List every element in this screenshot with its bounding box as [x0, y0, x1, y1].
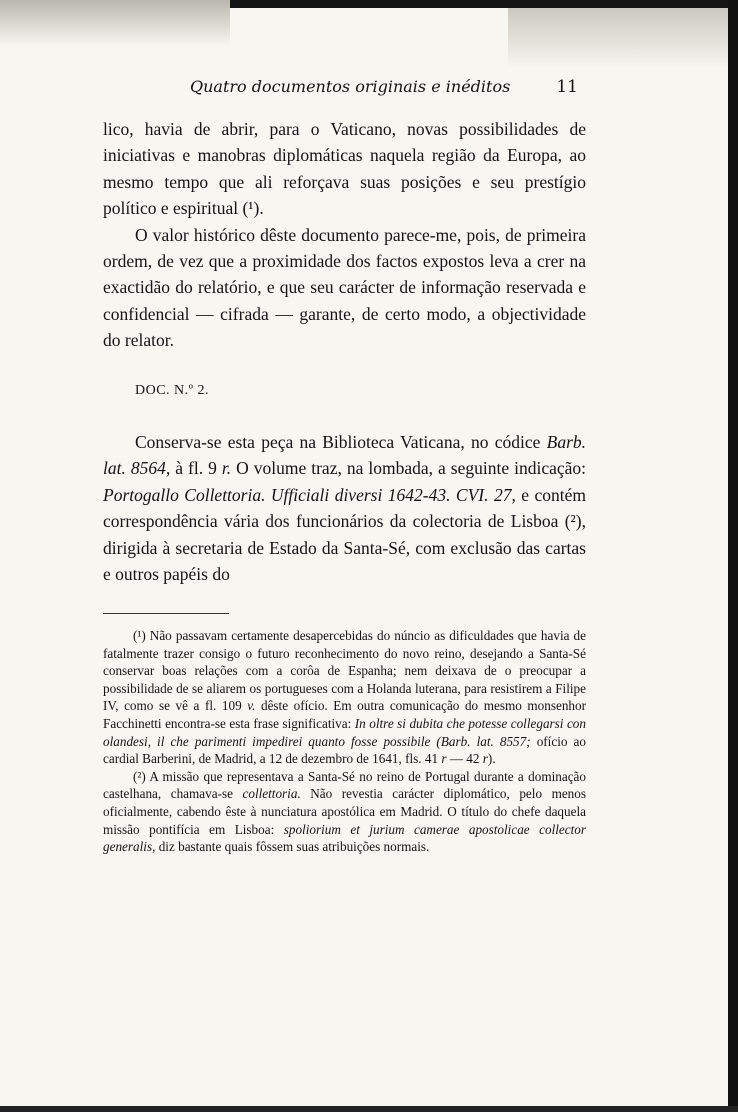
scan-border-bottom — [0, 1106, 738, 1112]
quotation-italic: In oltre si dubita che potesse collegarsi con olandesi, il che parimenti impedirei quanto fosse possibile (Barb. lat. 8557; — [103, 715, 586, 749]
verso-italic: v. — [247, 698, 256, 714]
footnotes — [103, 627, 586, 856]
scan-shadow-top-right — [508, 8, 728, 68]
scan-border-right — [728, 0, 738, 1112]
page-number: 11 — [556, 77, 578, 97]
footnote-2 — [103, 768, 586, 856]
text-run: Não revestia carácter diplomático, pelo menos oficialmente, cabendo êste à nunciatura apostólica em Madrid. O título do chefe daquela missão pontifícia em Lisboa: — [103, 786, 586, 837]
text-run: (¹) Não passavam certamente desapercebidas do núncio as dificuldades que havia de fatalmente trazer consigo o futuro reconhecimento do novo reino, desejando a Santa-Sé conservar boas relações com a corôa de Espanha; nem deixava de o preocupar a possibilidade de se aliarem os portugueses com a Holanda luterana, para resistirem a Filipe IV, como se vê a fl. 109 — [103, 628, 586, 714]
recto-italic: r — [482, 751, 488, 767]
text-run: (²) A missão que representava a Santa-Sé no reino de Portugal durante a dominação castelhana, chamava-se — [103, 768, 586, 802]
recto-italic: r — [441, 751, 447, 767]
spine-title-italic: Portogallo Collettoria. Ufficiali diversi 1642-43. CVI. 27, — [103, 484, 516, 505]
text-run: diz bastante quais fôssem suas atribuições normais. — [155, 839, 430, 855]
text-run: e contém correspondência vária dos funcionários da colectoria de Lisboa (²), dirigida à secretaria de Estado da Santa-Sé, com exclusão das cartas e outros papéis do — [103, 484, 587, 585]
title-italic: spoliorium et jurium camerae apostolicae collector generalis, — [103, 821, 586, 855]
term-italic: collettoria. — [242, 786, 301, 802]
text-run: ). — [487, 751, 496, 767]
text-run: dêste ofício. Em outra comunicação do mesmo monsenhor Facchinetti encontra-se esta frase significativa: — [103, 698, 586, 731]
body-text-doc2 — [103, 429, 586, 587]
text-run: à fl. 9 — [170, 458, 222, 479]
body-text — [103, 116, 586, 354]
recto-italic: r. — [221, 458, 232, 479]
text-run: — 42 — [446, 751, 483, 767]
document-heading: DOC. N.º 2. — [135, 383, 210, 398]
footnote-1 — [103, 627, 586, 768]
paragraph — [103, 429, 586, 587]
text-run: O volume traz, na lombada, a seguinte indicação: — [231, 458, 586, 479]
text-run: ofício ao cardial Barberini, de Madrid, a 12 de dezembro de 1641, fls. 41 — [103, 733, 586, 767]
citation-italic: Barb. lat. 8564, — [103, 432, 586, 479]
paragraph-continued: lico, havia de abrir, para o Vaticano, novas possibilidades de iniciativas e manobras diplomáticas naquela região da Europa, ao mesmo tempo que ali reforçava suas posições e seu prestígio político e espiritual (¹). — [103, 119, 586, 219]
footnote-rule — [103, 613, 229, 614]
scan-shadow-top-left — [0, 0, 230, 46]
text-run: Conserva-se esta peça na Biblioteca Vaticana, no códice — [135, 432, 547, 452]
running-title: Quatro documentos originais e inéditos — [190, 77, 511, 96]
paragraph: O valor histórico dêste documento parece-me, pois, de primeira ordem, de vez que a proximidade dos factos expostos leva a crer na exactidão do relatório, e que seu carácter de informação reservada e confidencial — cifrada — garante, de certo modo, a objectividade do relator. — [103, 224, 586, 351]
